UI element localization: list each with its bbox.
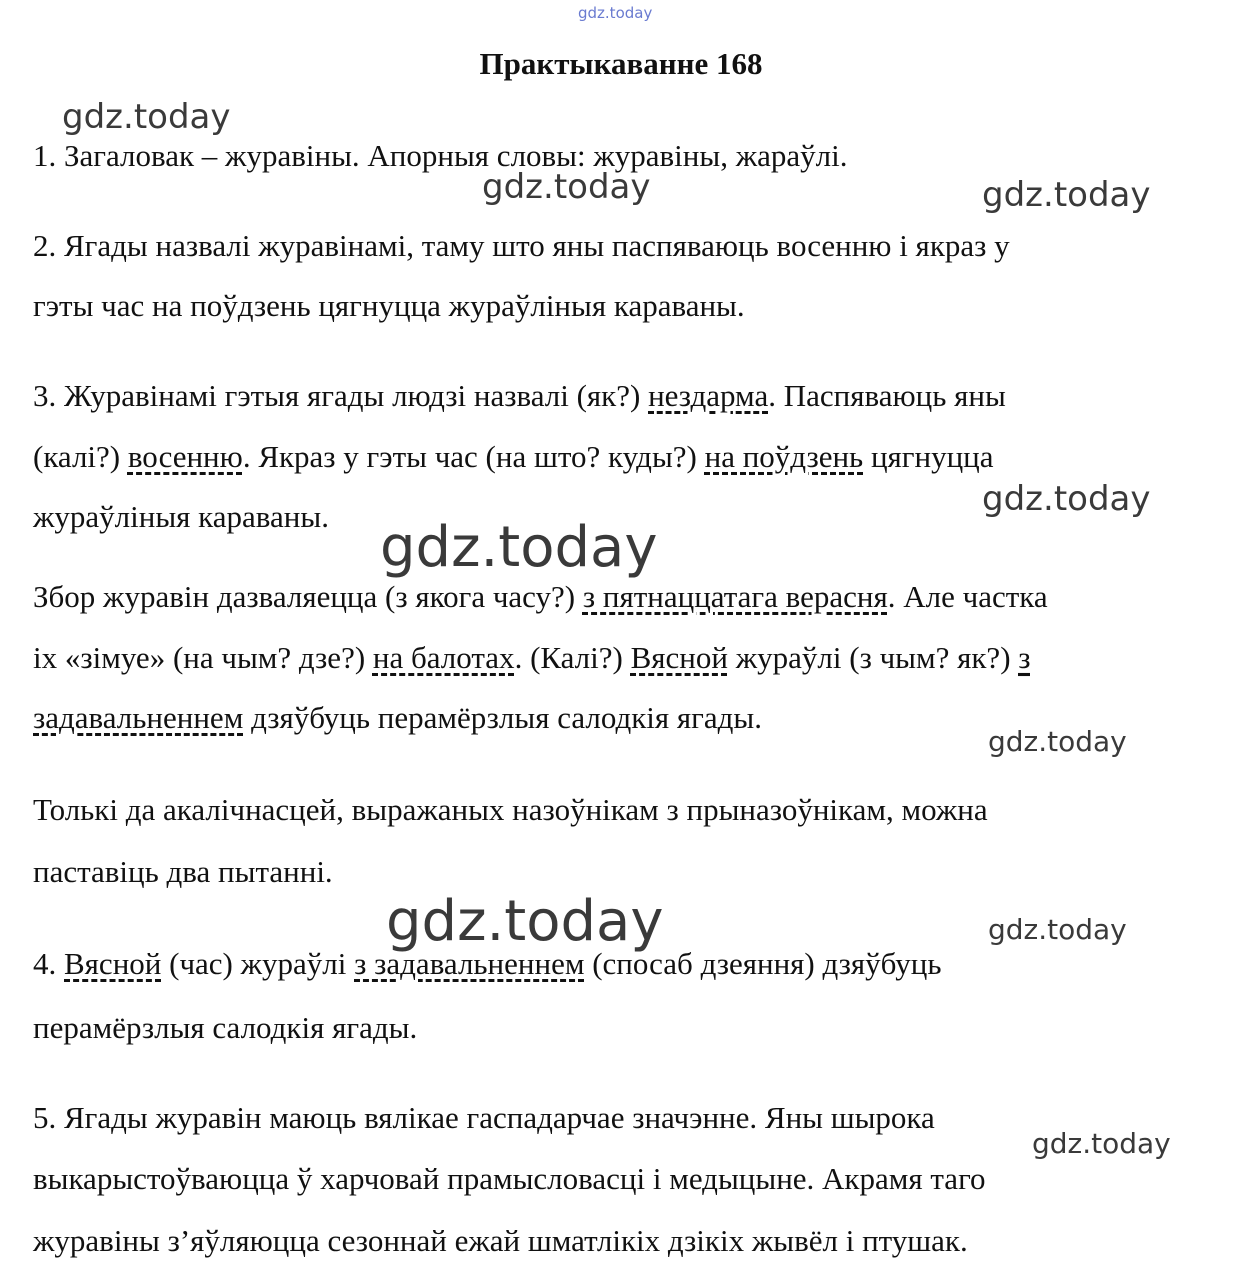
text-line xyxy=(33,698,762,738)
text-line: паставіць два пытанні. xyxy=(33,854,333,889)
underlined-word: восенню xyxy=(127,439,243,474)
underlined-word: Вясной xyxy=(630,640,728,675)
text-line: Толькі да акалічнасцей, выражаных назоўнікам з прыназоўнікам, можна xyxy=(33,792,988,827)
watermark: gdz.today xyxy=(988,913,1127,946)
text-line: гэты час на поўдзень цягнуцца жураўліныя караваны. xyxy=(33,288,745,323)
text-line: 2. Ягады назвалі журавінамі, таму што яны паспяваюць восенню і якраз у xyxy=(33,228,1010,263)
text-segment: . Але частка xyxy=(887,579,1048,614)
watermark: gdz.today xyxy=(982,479,1151,519)
underlined-word: з xyxy=(1018,640,1031,675)
watermark: gdz.today xyxy=(988,725,1127,758)
watermark: gdz.today xyxy=(380,515,658,580)
text-line: 5. Ягады журавін маюць вялікае гаспадарчае значэнне. Яны шырока xyxy=(33,1100,935,1135)
text-segment: жураўлі (з чым? як?) xyxy=(727,640,1019,675)
text-line: выкарыстоўваюцца ў харчовай прамысловасці і медыцыне. Акрамя таго xyxy=(33,1161,986,1196)
text-segment: цягнуцца xyxy=(863,439,994,474)
watermark: gdz.today xyxy=(386,889,664,954)
text-line: 1. Загаловак – журавіны. Апорныя словы: журавіны, жараўлі. xyxy=(33,138,848,173)
text-segment: . Паспяваюць яны xyxy=(768,378,1006,413)
text-line: журавіны з’яўляюцца сезоннай ежай шматлікіх дзікіх жывёл і птушак. xyxy=(33,1223,968,1258)
text-segment: Збор журавін дазваляецца (з якога часу?) xyxy=(33,579,583,614)
text-segment: (час) жураўлі xyxy=(161,946,355,981)
underlined-word: на поўдзень xyxy=(704,439,864,474)
underlined-word: задавальненнем xyxy=(33,700,244,735)
text-segment: (спосаб дзеяння) дзяўбуць xyxy=(584,946,942,981)
text-segment: дзяўбуць перамёрзлыя салодкія ягады. xyxy=(243,700,762,735)
text-line: жураўліныя караваны. xyxy=(33,499,329,534)
underlined-word: Вясной xyxy=(64,946,162,981)
watermark: gdz.today xyxy=(62,97,231,137)
underlined-word: нездарма xyxy=(648,378,769,413)
text-line xyxy=(33,437,994,477)
page-title: Практыкаванне 168 xyxy=(479,46,763,81)
text-line xyxy=(33,577,1048,617)
text-segment: . Якраз у гэты час (на што? куды?) xyxy=(242,439,705,474)
watermark: gdz.today xyxy=(982,175,1151,215)
underlined-word: на балотах xyxy=(372,640,515,675)
text-line xyxy=(33,376,1006,416)
watermark: gdz.today xyxy=(482,167,651,207)
text-segment: іх «зімуе» (на чым? дзе?) xyxy=(33,640,373,675)
text-line: перамёрзлыя салодкія ягады. xyxy=(33,1010,418,1045)
text-line xyxy=(33,944,941,984)
text-segment: . (Калі?) xyxy=(514,640,631,675)
text-segment: 4. xyxy=(33,946,64,981)
text-line xyxy=(33,638,1031,678)
underlined-word: з пятнаццатага верасня xyxy=(582,579,888,614)
underlined-word: з задавальненнем xyxy=(354,946,585,981)
text-segment: (калі?) xyxy=(33,439,128,474)
text-segment: 3. Журавінамі гэтыя ягады людзі назвалі (як?) xyxy=(33,378,649,413)
watermark-top: gdz.today xyxy=(578,4,653,22)
watermark: gdz.today xyxy=(1032,1127,1171,1160)
